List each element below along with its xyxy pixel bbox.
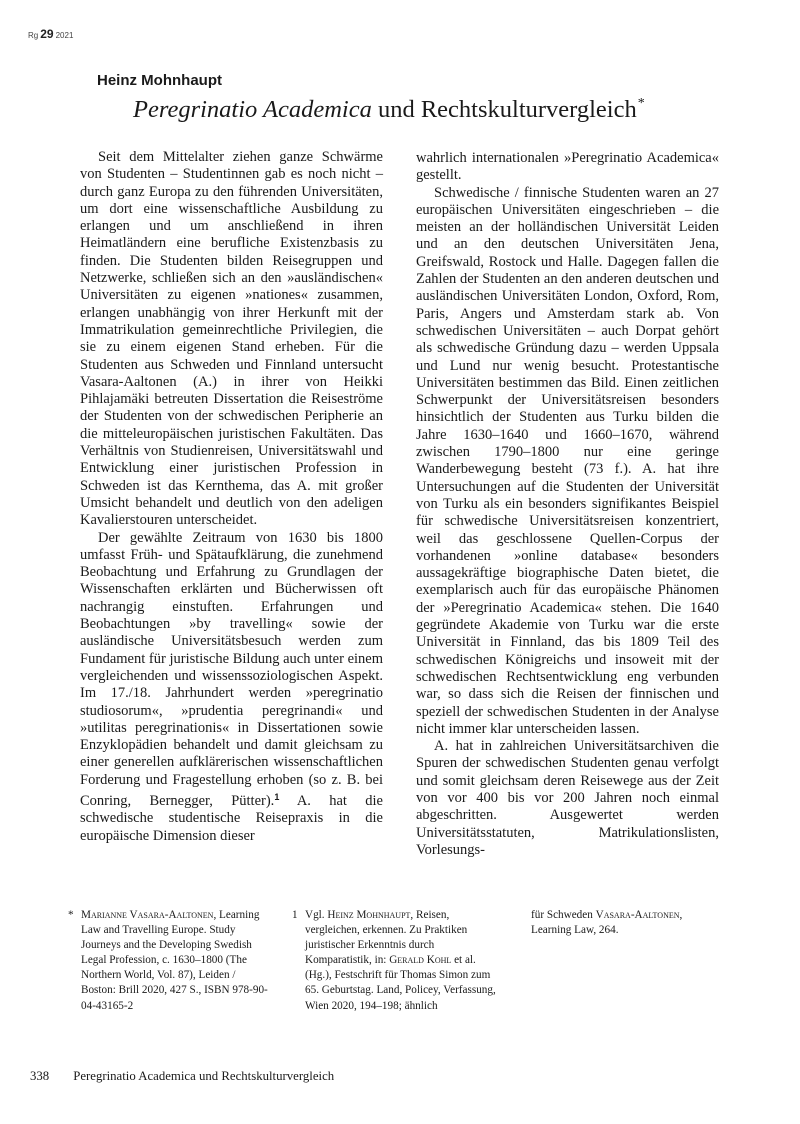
footnote-star [68, 908, 271, 1014]
footnote-text: et al. (Hg.), Festschrift für Thomas Simon zum 65. Geburtstag. Land, Policey, Verfassung, Wien 2020, 194–198; ähnlich [305, 954, 496, 1012]
footnote-1 [292, 908, 500, 1014]
footnote-text: , Reisen, vergleichen, erkennen. Zu Praktiken juristischer Erkenntnis durch Komparatistik, in: [305, 909, 468, 967]
paragraph-text: Der gewählte Zeitraum von 1630 bis 1800 umfasst Früh- und Spätaufklärung, die zunehmend Beobachtung und Erfahrung zu Grundlagen der Wissenschaften erklärten und Bücherwissen oft nachrangig einstuften. Erfahrungen und Beobachtungen »by travelling« sowie der ausländische Universitätsbesuch werden zum Fundament für juristische Bildung auch unter einem vergleichenden und wissenssoziologischen Aspekt. Im 17./18. Jahrhundert werden »peregrinatio studiosorum«, »prudentia peregrinandi« und »utilitas peregrinationis« in Dissertationen sowie Enzyklopädien behandelt und damit gleichsam zu einer generellen aufklärerischen wissenschaftlichen Forderung und Fragestellung erhoben (so z. B. bei Conring, Bernegger, Pütter). [80, 529, 383, 809]
paragraph [80, 530, 383, 845]
paragraph: A. hat in zahlreichen Universitätsarchiven die Spuren der schwedischen Studenten genau verfolgt und somit gleichsam deren Reisewege aus der Zeit von vor 400 bis vor 200 Jahren noch einmal abgeschritten. Ausgewertet werden Universitätsstatuten, Matrikulationslisten, Vorlesungs- [416, 738, 719, 858]
page-footer [30, 1069, 334, 1084]
title-italic: Peregrinatio Academica [133, 96, 372, 123]
title-footnote-mark: * [637, 96, 645, 111]
footnote-editor: Gerald Kohl [389, 954, 452, 967]
footnote-text: , Learning Law and Travelling Europe. Study Journeys and the Developing Swedish Legal Profession, c. 1630–1800 (The Northern World, Vol. 87), Leiden / Boston: Brill 2020, 427 S., ISBN 978-90-04-43165-2 [81, 909, 268, 1012]
paragraph: Seit dem Mittelalter ziehen ganze Schwärme von Studenten – Studentinnen gab es noch nicht – durch ganz Europa zu den führenden Universitäten, um dort eine wissenschaftliche Ausbildung zu erlangen und um anschließend in ihren Heimatländern eine berufliche Existenzbasis zu finden. Die Studenten bilden Reisegruppen und Netzwerke, schließen sich an den »ausländischen« Universitäten zu eigenen »nationes« zusammen, erlangen unabhängig von ihrer Herkunft mit der Immatrikulation gemeinrechtliche Privilegien, die sie zu einem eigenen Stand erheben. Für die Studenten aus Schweden und Finnland untersucht Vasara-Aaltonen (A.) in ihrer von Heikki Pihlajamäki betreuten Dissertation die Reiseströme der Studenten von der schwedischen Peripherie an die mitteleuropäischen juristischen Fakultäten. Das Verhältnis von Studienreisen, Universitätswahl und Entwicklung einer juristischen Profession in Schweden ist das Kernthema, das A. mit großer Umsicht behandelt und deutlich von den adeligen Kavalierstouren unterscheidet. [80, 149, 383, 529]
title-rest: und Rechtskulturvergleich [371, 96, 637, 123]
footnote-mark: 1 [292, 909, 298, 921]
footnote-author: Heinz Mohnhaupt [327, 909, 411, 921]
page-number: 338 [30, 1069, 50, 1083]
paragraph-text: A. hat die schwedische studentische Reisepraxis in die europäische Dimension dieser [80, 792, 383, 844]
journal-year: 2021 [55, 31, 74, 40]
journal-prefix: Rg [28, 31, 39, 40]
left-column [80, 149, 383, 845]
footnote-lead: für Schweden [531, 909, 596, 921]
footnote-lead: Vgl. [305, 909, 328, 921]
journal-number: 29 [40, 27, 54, 41]
journal-mark [28, 27, 73, 41]
footnote-author: Marianne Vasara-Aaltonen [81, 909, 214, 921]
footnote-1-continued [531, 908, 721, 938]
article-title [133, 96, 645, 124]
footnote-author: Vasara-Aaltonen [595, 909, 680, 921]
paragraph: Schwedische / finnische Studenten waren an 27 europäischen Universitäten eingeschrieben – die meisten an der holländischen Universität Leiden und an den deutschen Universitäten Jena, Greifswald, Rostock und Halle. Dagegen fallen die Zahlen der Studenten an den anderen deutschen und ausländischen Universitäten London, Oxford, Rom, Paris, Angers und Amsterdam stark ab. Von schwedischen Universitäten – auch Dorpat gehört als schwedische Gründung dazu – werden Uppsala und Lund nur wenig besucht. Protestantische Universitäten bestimmen das Bild. Einen zeitlichen Schwerpunkt der Universitätsreisen besonders hinsichtlich der Studenten aus Turku bilden die Jahre 1630–1640 und 1660–1670, während zwischen 1790–1800 nur eine geringe Wanderbewegung besteht (73 f.). A. hat ihre Untersuchungen auf die Studenten der Universität von Turku als ein besonders signifikantes Beispiel für schwedische Universitätsreisen konzentriert, weil das geschlossene Quellen-Corpus der vorhandenen »online database« besonders aussagekräftige biographische Daten bietet, die exemplarisch auch für das europäische Phänomen der »Peregrinatio Academica« stehen. Die 1640 gegründete Akademie von Turku war die erste Universität in Finnland, das bis 1809 Teil des schwedischen Königreichs und insoweit mit der schwedischen Rechtsentwicklung eng verbunden war, so dass sich die Reisen der finnischen und speziell der schwedischen Studenten in der Analyse nicht immer klar unterscheiden lassen. [416, 184, 719, 737]
footnote-text: , Learning Law, 264. [531, 909, 683, 937]
footnote-ref[interactable]: 1 [274, 791, 280, 802]
footnote-mark: * [68, 909, 74, 921]
right-column [416, 150, 719, 859]
running-title: Peregrinatio Academica und Rechtskulturvergleich [73, 1069, 335, 1083]
paragraph: wahrlich internationalen »Peregrinatio Academica« gestellt. [416, 150, 719, 184]
article-author: Heinz Mohnhaupt [97, 72, 222, 89]
